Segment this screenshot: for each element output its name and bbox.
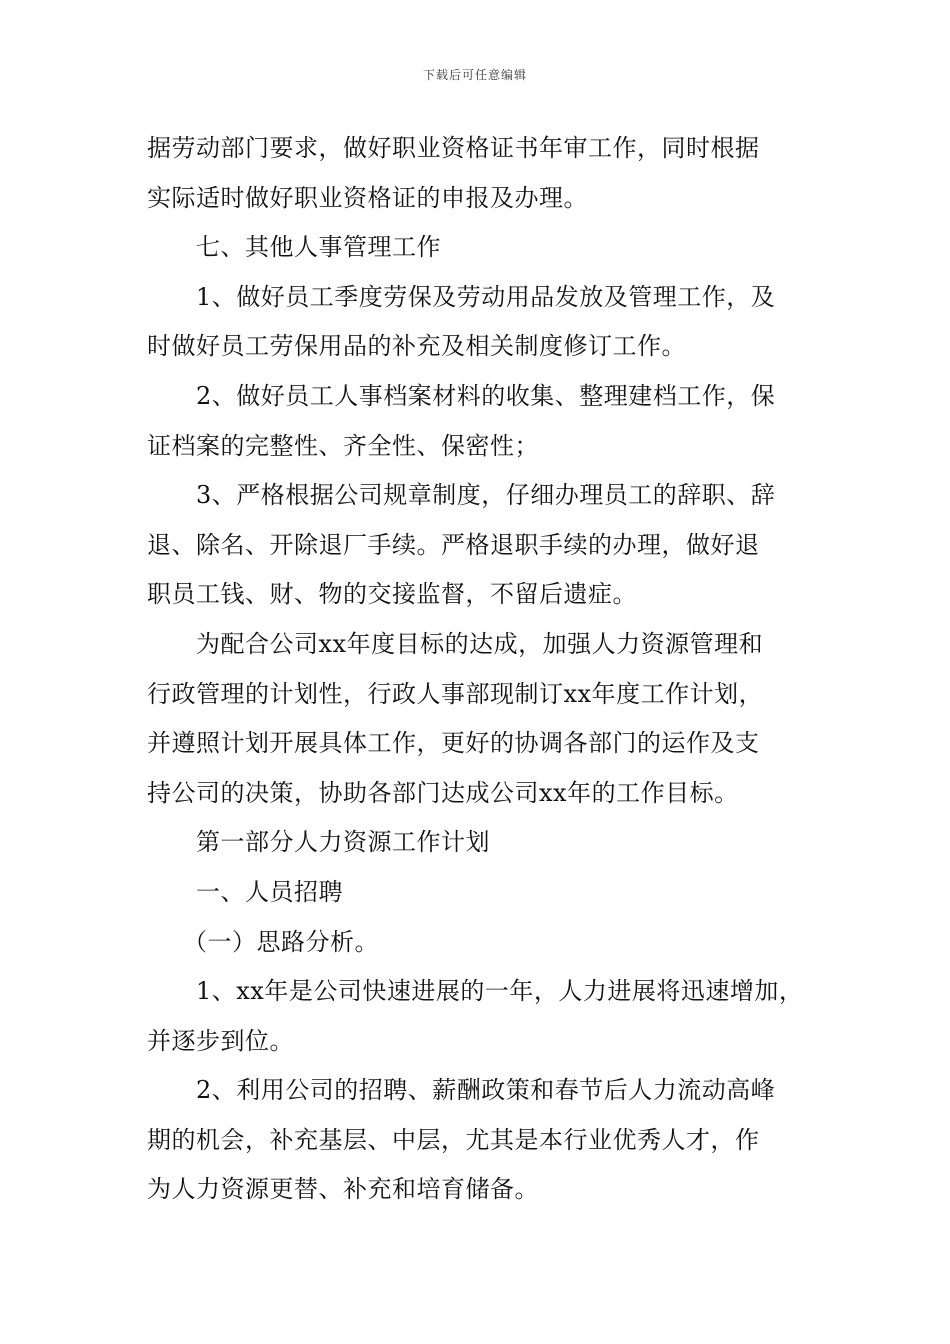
text-line: 为人力资源更替、补充和培育储备。 [147, 1175, 539, 1204]
text-line: 证档案的完整性、齐全性、保密性； [147, 431, 539, 460]
text-line: 退、除名、开除退厂手续。严格退职手续的办理，做好退 [147, 530, 760, 559]
text-line: 时做好员工劳保用品的补充及相关制度修订工作。 [147, 332, 686, 361]
text-line: 据劳动部门要求，做好职业资格证书年审工作，同时根据 [147, 134, 760, 162]
text-line: 行政管理的计划性，行政人事部现制订xx年度工作计划， [147, 679, 764, 708]
text-line: 1、做好员工季度劳保及劳动用品发放及管理工作，及 [196, 282, 776, 311]
text-line: 并遵照计划开展具体工作，更好的协调各部门的运作及支 [147, 729, 760, 758]
text-line: 持公司的决策，协助各部门达成公司xx年的工作目标。 [147, 778, 739, 807]
section-heading: 七、其他人事管理工作 [196, 233, 441, 262]
text-line: 并逐步到位。 [147, 1026, 294, 1055]
text-line: 期的机会，补充基层、中层，尤其是本行业优秀人才，作 [147, 1125, 760, 1154]
header-note: 下载后可任意编辑 [422, 68, 527, 82]
text-line: 3、严格根据公司规章制度，仔细办理员工的辞职、辞 [196, 481, 776, 510]
text-line: 1、xx年是公司快速进展的一年，人力进展将迅速增加， [196, 977, 804, 1006]
text-line: 实际适时做好职业资格证的申报及办理。 [147, 183, 588, 212]
text-line: 2、做好员工人事档案材料的收集、整理建档工作，保 [196, 381, 776, 410]
text-line: 为配合公司xx年度目标的达成，加强人力资源管理和 [196, 629, 764, 658]
section-heading: 一、人员招聘 [196, 877, 343, 906]
text-line: 职员工钱、财、物的交接监督，不留后遗症。 [147, 580, 637, 609]
document-body [147, 124, 817, 1215]
text-line: 2、利用公司的招聘、薪酬政策和春节后人力流动高峰 [196, 1076, 776, 1105]
subsection-heading: （一）思路分析。 [183, 927, 379, 956]
section-heading: 第一部分人力资源工作计划 [196, 828, 490, 857]
